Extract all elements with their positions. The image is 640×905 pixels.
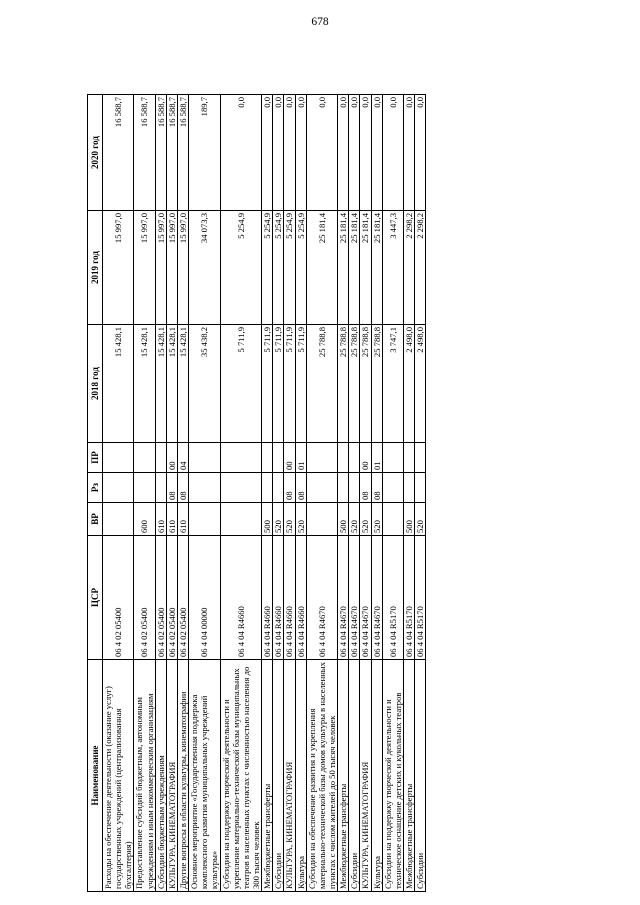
cell-2018: 15 428,1 — [155, 325, 166, 443]
table-row — [415, 95, 426, 892]
table-row — [166, 95, 177, 892]
cell-name: Субсидии на поддержку творческой деятельности и техническое оснащение детских и кукольных театров — [382, 660, 403, 892]
table-row — [103, 95, 134, 892]
table-header-row — [88, 95, 103, 892]
header-2020: 2020 год — [88, 95, 103, 211]
cell-pr: 04 — [177, 443, 188, 473]
cell-pr — [155, 443, 166, 473]
cell-vr — [220, 503, 262, 536]
cell-name: Культура — [295, 660, 306, 892]
header-vr: ВР — [88, 503, 103, 536]
cell-pr — [403, 443, 414, 473]
table-body — [103, 95, 426, 892]
cell-name: Основное мероприятие «Государственная поддержка комплексного развития муниципальных учреждений культуры» — [189, 660, 220, 892]
cell-2020: 16 588,7 — [166, 95, 177, 211]
budget-table — [87, 94, 426, 892]
cell-2019: 5 254,9 — [273, 211, 284, 325]
cell-csr: 06 4 04 R4660 — [220, 536, 262, 660]
cell-vr — [306, 503, 337, 536]
cell-2019: 34 073,3 — [189, 211, 220, 325]
table-row — [189, 95, 220, 892]
cell-rz: 08 — [284, 473, 295, 503]
table-row — [284, 95, 295, 892]
cell-vr — [382, 503, 403, 536]
cell-vr: 500 — [262, 503, 273, 536]
table-row — [360, 95, 371, 892]
cell-rz: 08 — [295, 473, 306, 503]
cell-2018: 25 788,8 — [371, 325, 382, 443]
cell-rz: 08 — [371, 473, 382, 503]
cell-name: Культура — [371, 660, 382, 892]
cell-name: Межбюджетные трансферты — [403, 660, 414, 892]
cell-name: КУЛЬТУРА, КИНЕМАТОГРАФИЯ — [166, 660, 177, 892]
cell-2018: 25 788,8 — [360, 325, 371, 443]
cell-2020: 16 588,7 — [155, 95, 166, 211]
cell-2020: 0,0 — [360, 95, 371, 211]
cell-rz — [338, 473, 349, 503]
cell-2018: 25 788,8 — [306, 325, 337, 443]
table-row — [306, 95, 337, 892]
cell-2019: 25 181,4 — [306, 211, 337, 325]
header-2019: 2019 год — [88, 211, 103, 325]
cell-csr: 06 4 04 R4660 — [273, 536, 284, 660]
cell-2018: 25 788,8 — [349, 325, 360, 443]
cell-csr: 06 4 04 R5170 — [403, 536, 414, 660]
cell-2019: 5 254,9 — [284, 211, 295, 325]
cell-vr — [189, 503, 220, 536]
cell-2019: 15 997,0 — [166, 211, 177, 325]
cell-rz — [415, 473, 426, 503]
cell-2019: 15 997,0 — [103, 211, 134, 325]
cell-pr — [273, 443, 284, 473]
cell-name: Субсидии — [273, 660, 284, 892]
cell-2020: 0,0 — [382, 95, 403, 211]
cell-csr: 06 4 04 R5170 — [415, 536, 426, 660]
cell-2020: 0,0 — [220, 95, 262, 211]
cell-name: Субсидии — [415, 660, 426, 892]
cell-csr: 06 4 02 05400 — [103, 536, 134, 660]
cell-pr — [262, 443, 273, 473]
cell-csr: 06 4 04 R4670 — [371, 536, 382, 660]
cell-2019: 15 997,0 — [134, 211, 155, 325]
cell-csr: 06 4 02 05400 — [177, 536, 188, 660]
table-row — [177, 95, 188, 892]
table-row — [295, 95, 306, 892]
cell-rz — [349, 473, 360, 503]
rotated-table-container — [87, 95, 568, 892]
cell-csr: 06 4 02 05400 — [155, 536, 166, 660]
cell-name: КУЛЬТУРА, КИНЕМАТОГРАФИЯ — [360, 660, 371, 892]
cell-vr: 610 — [166, 503, 177, 536]
cell-vr: 600 — [134, 503, 155, 536]
table-row — [371, 95, 382, 892]
cell-pr — [338, 443, 349, 473]
cell-2018: 5 711,9 — [262, 325, 273, 443]
cell-2018: 35 438,2 — [189, 325, 220, 443]
cell-2020: 0,0 — [273, 95, 284, 211]
table-row — [220, 95, 262, 892]
cell-pr — [189, 443, 220, 473]
cell-2020: 16 588,7 — [177, 95, 188, 211]
cell-2020: 16 588,7 — [134, 95, 155, 211]
header-rz: Рз — [88, 473, 103, 503]
cell-2019: 15 997,0 — [155, 211, 166, 325]
cell-pr — [134, 443, 155, 473]
cell-2019: 25 181,4 — [338, 211, 349, 325]
cell-2018: 5 711,9 — [295, 325, 306, 443]
table-row — [134, 95, 155, 892]
cell-pr: 00 — [166, 443, 177, 473]
cell-2019: 5 254,9 — [295, 211, 306, 325]
cell-2018: 5 711,9 — [220, 325, 262, 443]
cell-csr: 06 4 04 R4670 — [360, 536, 371, 660]
cell-2019: 2 298,2 — [403, 211, 414, 325]
cell-name: Субсидии — [349, 660, 360, 892]
cell-rz: 08 — [177, 473, 188, 503]
cell-2018: 5 711,9 — [284, 325, 295, 443]
cell-2018: 2 498,0 — [415, 325, 426, 443]
cell-vr: 520 — [295, 503, 306, 536]
cell-pr: 00 — [284, 443, 295, 473]
cell-2020: 16 588,7 — [103, 95, 134, 211]
cell-csr: 06 4 04 00000 — [189, 536, 220, 660]
cell-vr — [103, 503, 134, 536]
cell-name: Субсидии бюджетным учреждениям — [155, 660, 166, 892]
table-row — [349, 95, 360, 892]
cell-vr: 520 — [371, 503, 382, 536]
cell-2018: 15 428,1 — [177, 325, 188, 443]
cell-2018: 2 498,0 — [403, 325, 414, 443]
cell-name: Межбюджетные трансферты — [338, 660, 349, 892]
cell-name: Предоставление субсидий бюджетным, автономным учреждениям и иным некоммерческим организациям — [134, 660, 155, 892]
cell-csr: 06 4 04 R4670 — [338, 536, 349, 660]
cell-name: Субсидии на поддержку творческой деятельности и укрепление материально-технической базы муниципальных театров в населенных пунктах с численностью населения до 300 тысяч человек — [220, 660, 262, 892]
cell-csr: 06 4 04 R4660 — [284, 536, 295, 660]
cell-name: Расходы на обеспечение деятельности (оказание услуг) государственных учреждений (централизованная бухгалтерия) — [103, 660, 134, 892]
cell-rz — [134, 473, 155, 503]
cell-2018: 5 711,9 — [273, 325, 284, 443]
cell-csr: 06 4 04 R4660 — [262, 536, 273, 660]
cell-2019: 5 254,9 — [220, 211, 262, 325]
cell-csr: 06 4 04 R4670 — [306, 536, 337, 660]
cell-name: Субсидии на обеспечение развития и укрепления материально-технической базы домов культуры в населенных пунктах с числом жителей до 50 тысяч человек — [306, 660, 337, 892]
cell-2018: 15 428,1 — [166, 325, 177, 443]
cell-vr: 520 — [273, 503, 284, 536]
cell-2019: 25 181,4 — [349, 211, 360, 325]
cell-rz — [220, 473, 262, 503]
cell-2020: 0,0 — [284, 95, 295, 211]
cell-rz: 08 — [360, 473, 371, 503]
cell-2018: 15 428,1 — [134, 325, 155, 443]
cell-2019: 25 181,4 — [371, 211, 382, 325]
header-csr: ЦСР — [88, 536, 103, 660]
cell-2020: 0,0 — [415, 95, 426, 211]
cell-vr: 610 — [177, 503, 188, 536]
cell-2020: 0,0 — [349, 95, 360, 211]
cell-name: Межбюджетные трансферты — [262, 660, 273, 892]
table-row — [155, 95, 166, 892]
cell-2019: 5 254,9 — [262, 211, 273, 325]
cell-pr — [382, 443, 403, 473]
cell-vr: 520 — [415, 503, 426, 536]
cell-pr: 01 — [295, 443, 306, 473]
cell-csr: 06 4 04 R5170 — [382, 536, 403, 660]
cell-pr — [220, 443, 262, 473]
cell-pr: 00 — [360, 443, 371, 473]
cell-name: Другие вопросы в области культуры, кинематографии — [177, 660, 188, 892]
cell-vr: 520 — [349, 503, 360, 536]
cell-rz: 08 — [166, 473, 177, 503]
cell-2020: 0,0 — [403, 95, 414, 211]
cell-pr — [349, 443, 360, 473]
cell-2018: 25 788,8 — [338, 325, 349, 443]
cell-rz — [306, 473, 337, 503]
cell-rz — [262, 473, 273, 503]
cell-pr — [103, 443, 134, 473]
table-row — [382, 95, 403, 892]
cell-2020: 0,0 — [295, 95, 306, 211]
cell-vr: 520 — [284, 503, 295, 536]
header-name: Наименование — [88, 660, 103, 892]
cell-vr: 520 — [360, 503, 371, 536]
cell-pr: 01 — [371, 443, 382, 473]
cell-2020: 0,0 — [262, 95, 273, 211]
cell-pr — [415, 443, 426, 473]
cell-rz — [103, 473, 134, 503]
table-row — [273, 95, 284, 892]
cell-vr: 610 — [155, 503, 166, 536]
cell-csr: 06 4 02 05400 — [166, 536, 177, 660]
cell-csr: 06 4 04 R4660 — [295, 536, 306, 660]
cell-csr: 06 4 04 R4670 — [349, 536, 360, 660]
cell-rz — [189, 473, 220, 503]
cell-2020: 0,0 — [371, 95, 382, 211]
cell-2019: 25 181,4 — [360, 211, 371, 325]
cell-pr — [306, 443, 337, 473]
table-row — [403, 95, 414, 892]
header-pr: ПР — [88, 443, 103, 473]
cell-2019: 3 447,3 — [382, 211, 403, 325]
cell-2018: 15 428,1 — [103, 325, 134, 443]
cell-2019: 2 298,2 — [415, 211, 426, 325]
cell-vr: 500 — [403, 503, 414, 536]
cell-csr: 06 4 02 05400 — [134, 536, 155, 660]
cell-2020: 0,0 — [306, 95, 337, 211]
cell-rz — [273, 473, 284, 503]
cell-2019: 15 997,0 — [177, 211, 188, 325]
page-number: 678 — [311, 16, 329, 28]
table-row — [262, 95, 273, 892]
cell-vr: 500 — [338, 503, 349, 536]
cell-2020: 0,0 — [338, 95, 349, 211]
cell-2020: 189,7 — [189, 95, 220, 211]
table-row — [338, 95, 349, 892]
cell-rz — [155, 473, 166, 503]
cell-rz — [403, 473, 414, 503]
cell-rz — [382, 473, 403, 503]
cell-name: КУЛЬТУРА, КИНЕМАТОГРАФИЯ — [284, 660, 295, 892]
cell-2018: 3 747,1 — [382, 325, 403, 443]
header-2018: 2018 год — [88, 325, 103, 443]
